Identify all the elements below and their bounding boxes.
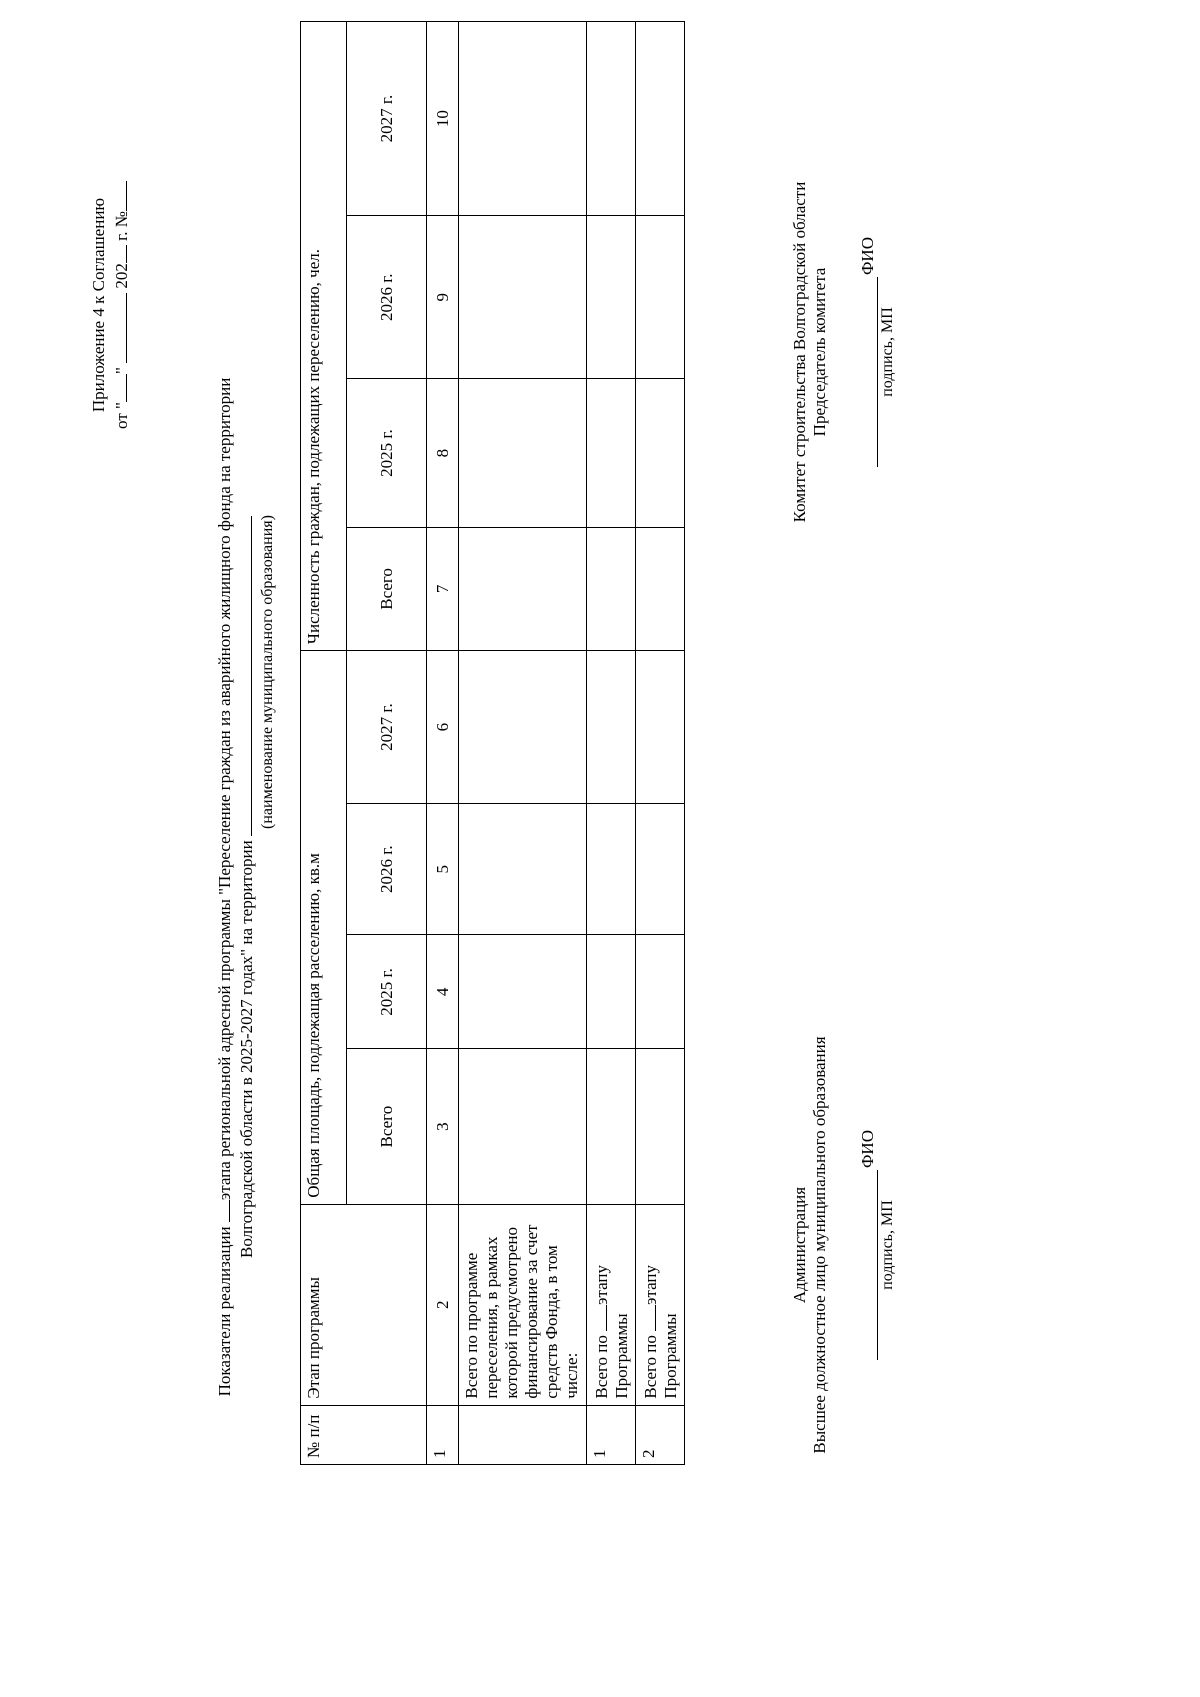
committee-signature-line: ФИО <box>858 132 878 572</box>
day-blank <box>110 374 127 402</box>
number-blank <box>110 181 127 211</box>
table-row <box>587 22 636 1465</box>
admin-signature-caption: подпись, МП <box>879 1200 896 1290</box>
appendix-title: Приложение 4 к Соглашению <box>89 197 108 413</box>
cell <box>587 22 636 216</box>
committee-signature-block <box>790 132 898 572</box>
cell <box>587 935 636 1049</box>
appendix-header <box>88 145 133 465</box>
cell <box>587 527 636 650</box>
admin-signature-block <box>790 1025 898 1465</box>
cell <box>587 1049 636 1204</box>
colnum-6: 6 <box>427 651 459 804</box>
cell <box>587 216 636 379</box>
cell <box>459 651 587 804</box>
cell <box>636 22 685 216</box>
colnum-1: 1 <box>427 1405 459 1464</box>
cell <box>587 804 636 935</box>
cell <box>459 804 587 935</box>
title-line-2: Волгоградской области в 2025-2027 годах" на территории <box>235 337 257 1437</box>
stage-blank <box>590 1305 607 1331</box>
table-row <box>459 22 587 1465</box>
year-blank <box>110 245 127 263</box>
title-line-1: Показатели реализации этапа региональной адресной программы "Переселение граждан из аварийного жилищного фонда на территории <box>215 377 234 1397</box>
colnum-4: 4 <box>427 935 459 1049</box>
cell <box>459 379 587 527</box>
cell <box>459 527 587 650</box>
cell <box>636 1049 685 1204</box>
cell <box>459 22 587 216</box>
committee-signature-caption: подпись, МП <box>879 307 896 397</box>
col-no-header: № п/п <box>301 1405 427 1464</box>
cell <box>636 651 685 804</box>
signature-blank <box>859 277 878 467</box>
committee-org: Комитет строительства Волгоградской области <box>790 181 809 523</box>
subheader-people-2026: 2026 г. <box>347 216 427 379</box>
cell <box>636 527 685 650</box>
row-no: 2 <box>636 1405 685 1464</box>
committee-position: Председатель комитета <box>810 267 829 437</box>
subheader-area-2027: 2027 г. <box>347 651 427 804</box>
header-row-1 <box>301 22 347 1465</box>
table-row <box>636 22 685 1465</box>
colnum-3: 3 <box>427 1049 459 1204</box>
colnum-10: 10 <box>427 22 459 216</box>
admin-org: Администрация <box>790 1186 809 1304</box>
subheader-area-2026: 2026 г. <box>347 804 427 935</box>
stage-blank <box>639 1305 656 1331</box>
indicators-table <box>300 21 685 1465</box>
cell <box>636 935 685 1049</box>
subheader-area-2025: 2025 г. <box>347 935 427 1049</box>
cell <box>636 216 685 379</box>
row-stage: Всего по этапу Программы <box>587 1204 636 1405</box>
cell <box>459 216 587 379</box>
subheader-area-total: Всего <box>347 1049 427 1204</box>
colnum-8: 8 <box>427 379 459 527</box>
title-subcaption: (наименование муниципального образования) <box>259 515 276 829</box>
row-stage: Всего по программе переселения, в рамках которой предусмотрено финансирование за счет средств Фонда, в том числе: <box>459 1204 587 1405</box>
colnum-5: 5 <box>427 804 459 935</box>
cell <box>636 804 685 935</box>
col-stage-header: Этап программы <box>301 1204 427 1405</box>
column-number-row <box>427 22 459 1465</box>
admin-position: Высшее должностное лицо муниципального образования <box>810 1036 829 1454</box>
cell <box>459 1049 587 1204</box>
group-people-header: Численность граждан, подлежащих переселению, чел. <box>301 22 347 651</box>
signature-blank <box>859 1170 878 1360</box>
document-title <box>213 337 278 1437</box>
month-blank <box>110 293 127 363</box>
colnum-9: 9 <box>427 216 459 379</box>
row-no: 1 <box>587 1405 636 1464</box>
subheader-people-2025: 2025 г. <box>347 379 427 527</box>
stage-blank <box>213 1200 230 1222</box>
cell <box>459 935 587 1049</box>
appendix-date-line: от "" 202 г. № <box>110 145 133 465</box>
cell <box>587 379 636 527</box>
row-stage: Всего по этапу Программы <box>636 1204 685 1405</box>
colnum-7: 7 <box>427 527 459 650</box>
admin-signature-line: ФИО <box>858 1025 878 1465</box>
subheader-people-2027: 2027 г. <box>347 22 427 216</box>
cell <box>587 651 636 804</box>
cell <box>636 379 685 527</box>
subheader-people-total: Всего <box>347 527 427 650</box>
group-area-header: Общая площадь, подлежащая расселению, кв.м <box>301 651 347 1205</box>
row-no <box>459 1405 587 1464</box>
colnum-2: 2 <box>427 1204 459 1405</box>
municipality-blank <box>235 516 252 836</box>
